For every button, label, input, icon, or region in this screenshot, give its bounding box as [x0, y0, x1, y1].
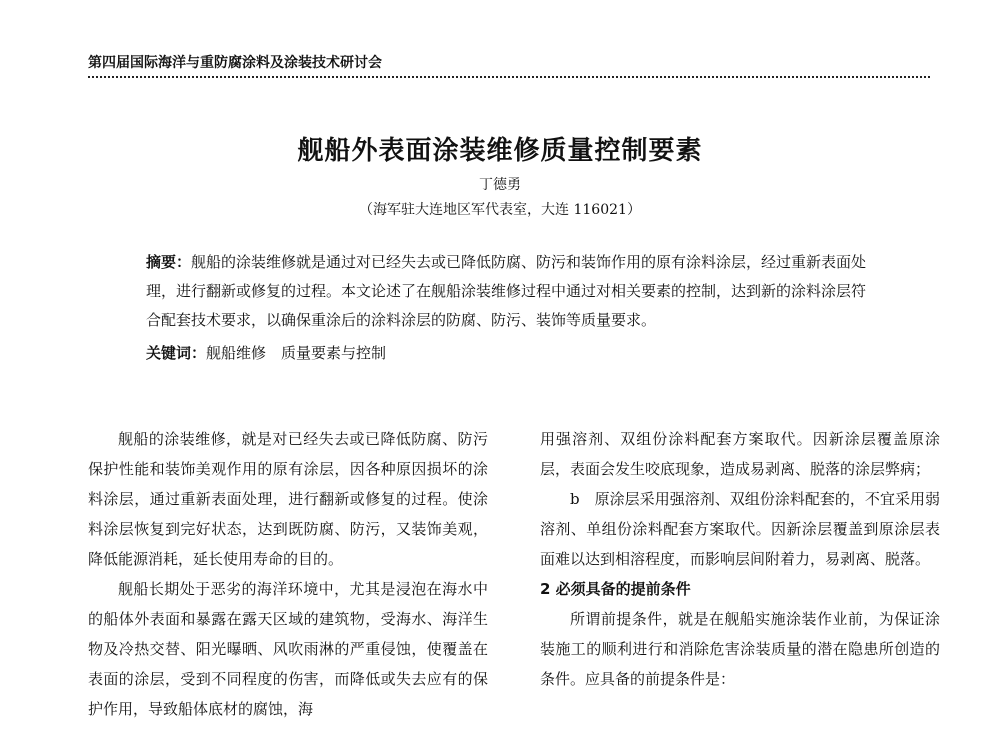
- header-divider: [88, 76, 930, 78]
- keywords-label: 关键词：: [146, 344, 207, 362]
- body-paragraph: 舰船长期处于恶劣的海洋环境中，尤其是浸泡在海水中的船体外表面和暴露在露天区域的建筑物，受海水、海洋生物及冷热交替、阳光曝晒、风吹雨淋的严重侵蚀，使覆盖在表面的涂层，受到不同程度的伤害，而降低或失去应有的保护作用，导致船体底材的腐蚀，海: [88, 580, 488, 718]
- left-column: [88, 424, 488, 724]
- abstract-label: 摘要：: [146, 253, 192, 271]
- body-paragraph: 所谓前提条件，就是在舰船实施涂装作业前，为保证涂装施工的顺利进行和消除危害涂装质量的潜在隐患所创造的条件。应具备的前提条件是：: [540, 610, 940, 688]
- paper-author: 丁德勇: [479, 177, 521, 193]
- section-heading: 2 必须具备的提前条件: [540, 580, 691, 598]
- keywords-text: 舰船维修 质量要素与控制: [206, 344, 387, 362]
- conference-header: 第四届国际海洋与重防腐涂料及涂装技术研讨会: [88, 55, 382, 71]
- abstract: [146, 248, 876, 335]
- body-paragraph: b 原涂层采用强溶剂、双组份涂料配套的，不宜采用弱溶剂、单组份涂料配套方案取代。因新涂层覆盖到原涂层表面难以达到相溶程度，而影响层间附着力，易剥离、脱落。: [540, 490, 940, 568]
- paper-title: 舰船外表面涂装维修质量控制要素: [297, 136, 703, 166]
- keywords: [146, 339, 876, 368]
- body-paragraph: 舰船的涂装维修，就是对已经失去或已降低防腐、防污保护性能和装饰美观作用的原有涂层，因各种原因损坏的涂料涂层，通过重新表面处理，进行翻新或修复的过程。使涂料涂层恢复到完好状态，达到既防腐、防污，又装饰美观，降低能源消耗，延长使用寿命的目的。: [88, 430, 488, 568]
- abstract-text: 舰船的涂装维修就是通过对已经失去或已降低防腐、防污和装饰作用的原有涂料涂层，经过重新表面处理，进行翻新或修复的过程。本文论述了在舰船涂装维修过程中通过对相关要素的控制，达到新的涂料涂层符合配套技术要求，以确保重涂后的涂料涂层的防腐、防污、装饰等质量要求。: [146, 253, 867, 329]
- body-paragraph: 用强溶剂、双组份涂料配套方案取代。因新涂层覆盖原涂层，表面会发生咬底现象，造成易剥离、脱落的涂层弊病；: [540, 430, 940, 478]
- paper-affiliation: （海军驻大连地区军代表室，大连 116021）: [359, 202, 641, 218]
- right-column: [540, 424, 940, 694]
